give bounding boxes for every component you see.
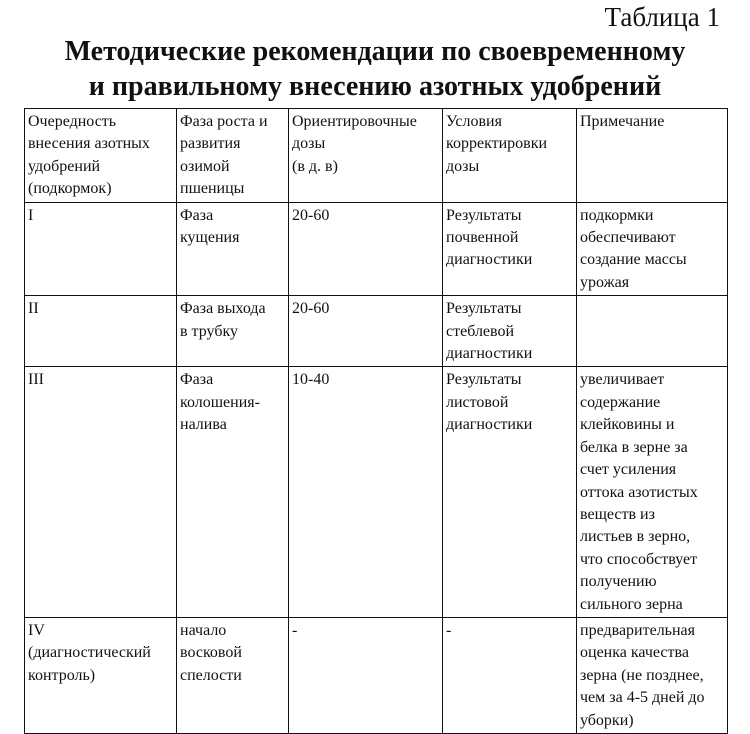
table-cell: Результаты почвенной диагностики — [443, 202, 577, 296]
table-number: Таблица 1 — [604, 2, 720, 32]
header-cell: Фаза роста и развития озимой пшеницы — [177, 109, 289, 203]
header-cell: Условия корректировки дозы — [443, 109, 577, 203]
table-cell: подкормки обеспечивают создание массы урожая — [577, 202, 728, 296]
table-cell: 20-60 — [289, 296, 443, 367]
table-header-row — [25, 109, 728, 203]
page-title — [0, 34, 750, 104]
title-line-2: и правильному внесению азотных удобрений — [88, 71, 662, 102]
table-cell: предварительная оценка качества зерна (не позднее, чем за 4-5 дней до уборки) — [577, 617, 728, 733]
table-row — [25, 617, 728, 733]
table-cell: Фаза выхода в трубку — [177, 296, 289, 367]
recommendations-table — [24, 108, 728, 734]
table-cell: увеличивает содержание клейковины и белка в зерне за счет усиления оттока азотистых веществ из листьев в зерно, что способствует получению сильного зерна — [577, 367, 728, 617]
table-cell: II — [25, 296, 177, 367]
table-cell — [577, 296, 728, 367]
table-cell: Фаза колошения- налива — [177, 367, 289, 617]
table-cell: Фаза кущения — [177, 202, 289, 296]
title-line-1: Методические рекомендации по своевременному — [64, 36, 686, 67]
table-cell: III — [25, 367, 177, 617]
header-cell: Ориентировочные дозы (в д. в) — [289, 109, 443, 203]
table-cell: Результаты листовой диагностики — [443, 367, 577, 617]
table-cell: - — [443, 617, 577, 733]
table-cell: Результаты стеблевой диагностики — [443, 296, 577, 367]
table-cell: 20-60 — [289, 202, 443, 296]
table-cell: - — [289, 617, 443, 733]
table-row — [25, 296, 728, 367]
table-cell: начало восковой спелости — [177, 617, 289, 733]
table-cell: 10-40 — [289, 367, 443, 617]
header-cell: Примечание — [577, 109, 728, 203]
table-cell: IV (диагностический контроль) — [25, 617, 177, 733]
header-cell: Очередность внесения азотных удобрений (подкормок) — [25, 109, 177, 203]
table-row — [25, 367, 728, 617]
table-cell: I — [25, 202, 177, 296]
table-row — [25, 202, 728, 296]
